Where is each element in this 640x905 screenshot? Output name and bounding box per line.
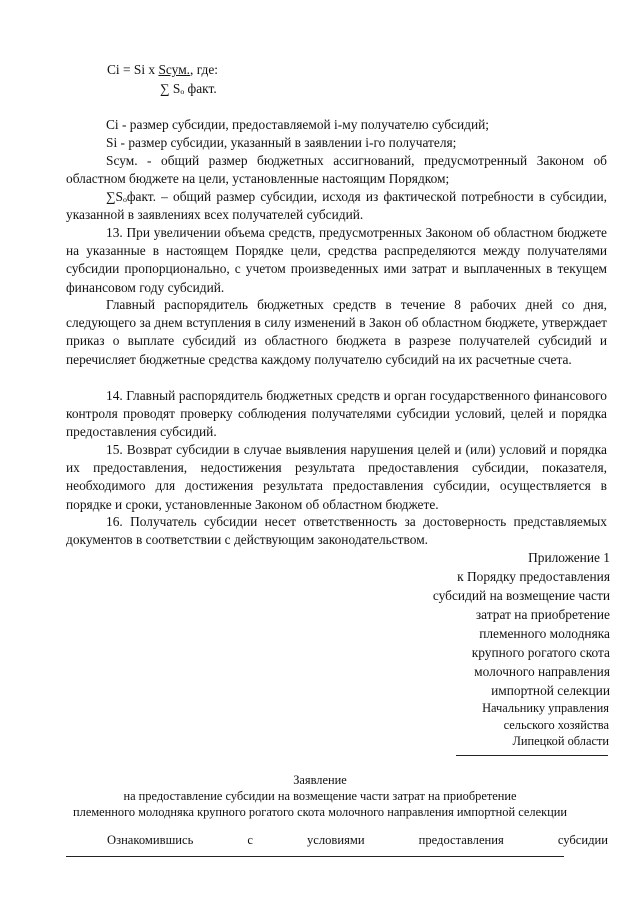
definition-si: Si - размер субсидии, указанный в заявлении i-го получателя; xyxy=(106,135,457,150)
appendix-line: крупного рогатого скота xyxy=(471,645,610,660)
addressee-block xyxy=(482,700,609,750)
appendix-line: к Порядку предоставления xyxy=(457,569,610,584)
appendix-line: субсидий на возмещение части xyxy=(432,588,610,603)
definition-sfact: ∑Sₒфакт. – общий размер субсидии, исходя из фактической потребности в субсидии, указанной в заявлениях всех получателей субсидий. xyxy=(66,189,607,223)
statement-heading xyxy=(0,772,640,820)
appendix-line: импортной селекции xyxy=(491,683,610,698)
formula-lhs: Ci = Si x xyxy=(107,62,159,77)
definition-ci: Ci - размер субсидии, предоставляемой i-му получателю субсидий; xyxy=(106,117,490,132)
formula xyxy=(107,61,218,79)
formula-numerator: Sсум. xyxy=(158,62,191,77)
formula-tail: , где: xyxy=(190,62,219,77)
paragraph-15: 15. Возврат субсидии в случае выявления нарушения целей и (или) условий и порядка их предоставления, недостижения результата предоставления субсидии, показателя, необходимого для достижения результата предоставления субсидии, осуществляется в порядке и сроки, установленные Законом об областном бюджете. xyxy=(66,442,607,512)
definition-ssum: Sсум. - общий размер бюджетных ассигнований, предусмотренный Законом об областном бюджете на цели, установленные настоящим Порядком; xyxy=(66,153,607,187)
statement-subtitle-line2: племенного молодняка крупного рогатого скота молочного направления импортной селекции xyxy=(73,805,567,819)
paragraph-16: 16. Получатель субсидии несет ответственность за достоверность представляемых документов в соответствии с действующим законодательством. xyxy=(66,514,607,548)
addressee-line: сельского хозяйства xyxy=(503,717,609,732)
acquaintance-word: субсидии xyxy=(557,833,608,847)
addressee-line: Начальнику управления xyxy=(482,701,609,715)
paragraph-main-distributor: Главный распорядитель бюджетных средств в течение 8 рабочих дней со дня, следующего за днем вступления в силу изменений в Закон об областном бюджете, утверждает приказ о выплате субсидий из областного бюджета в разрезе получателей субсидий и перечисляет бюджетные средства каждому получателю субсидий на их расчетные счета. xyxy=(66,297,607,367)
paragraph-14: 14. Главный распорядитель бюджетных средств и орган государственного финансового контроля проводят проверку соблюдения получателями субсидии условий, целей и порядка предоставления субсидий. xyxy=(66,388,607,440)
appendix-header xyxy=(433,548,610,700)
acquaintance-word: предоставления xyxy=(418,833,504,847)
addressee-signature-line xyxy=(456,755,608,756)
appendix-line: племенного молодняка xyxy=(479,626,610,641)
addressee-line: Липецкой области xyxy=(512,734,609,748)
fill-in-line xyxy=(66,856,564,857)
appendix-line: Приложение 1 xyxy=(528,550,610,565)
appendix-line: затрат на приобретение xyxy=(475,607,610,622)
statement-subtitle-line1: на предоставление субсидии на возмещение части затрат на приобретение xyxy=(123,789,517,803)
acquaintance-word: Ознакомившись xyxy=(107,833,194,847)
paragraph-13: 13. При увеличении объема средств, предусмотренных Законом об областном бюджете на указанные в настоящем Порядке цели, средства распределяются между получателями субсидии пропорционально, с учетом произведенных ими затрат и выплаченных в текущем финансовом году субсидий. xyxy=(66,225,607,295)
appendix-line: молочного направления xyxy=(474,664,610,679)
formula-denominator: ∑ Sₒ факт. xyxy=(160,81,217,96)
acquaintance-word: условиями xyxy=(306,833,365,847)
acquaintance-word: с xyxy=(247,833,253,847)
statement-title: Заявление xyxy=(293,773,347,787)
acquaintance-line xyxy=(107,832,608,848)
